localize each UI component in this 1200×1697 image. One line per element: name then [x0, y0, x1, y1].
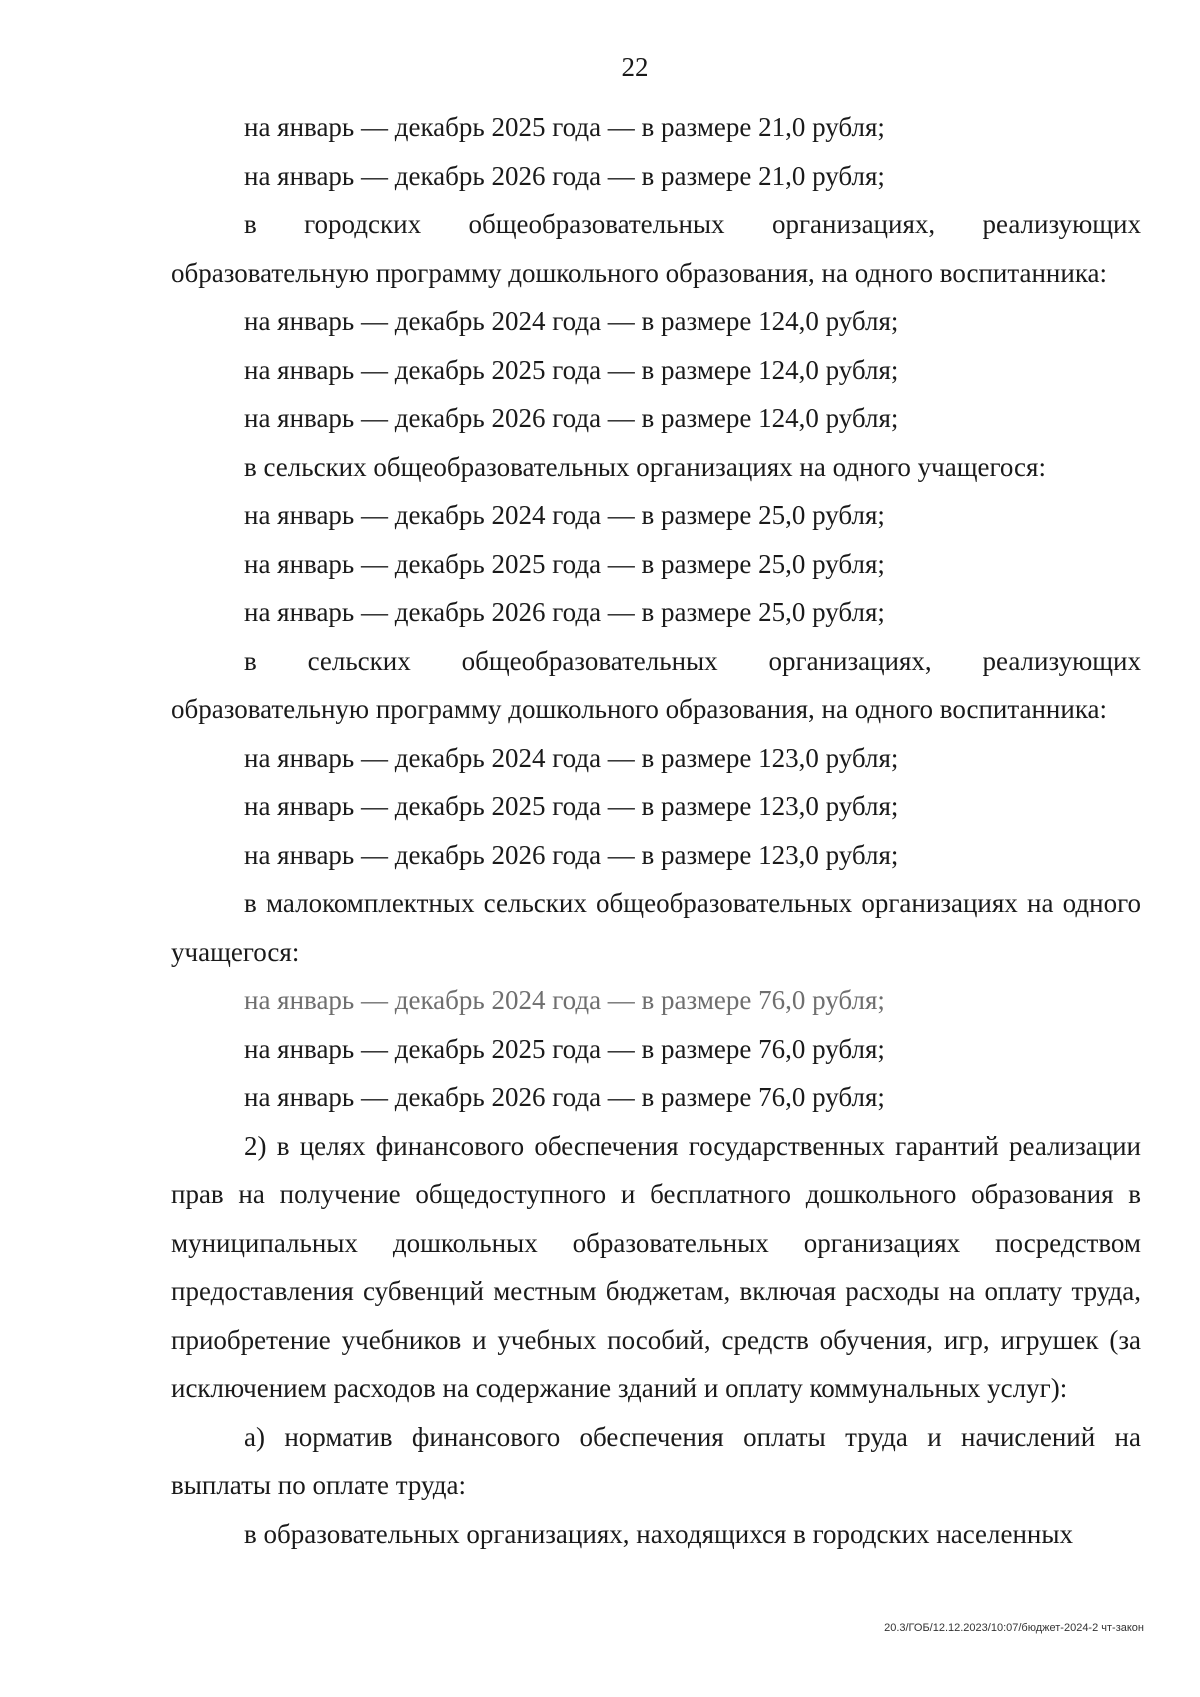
- page-number: 22: [621, 52, 649, 82]
- paragraph: а) норматив финансового обеспечения оплаты труда и начислений на выплаты по оплате труда:: [171, 1421, 1141, 1500]
- document-body: [171, 103, 1141, 1558]
- paragraph: на январь — декабрь 2024 года — в размере 123,0 рубля;: [244, 742, 899, 773]
- paragraph: на январь — декабрь 2025 года — в размере 25,0 рубля;: [244, 548, 885, 579]
- paragraph: в сельских общеобразовательных организациях, реализующих образовательную программу дошкольного образования, на одного воспитанника:: [171, 645, 1141, 724]
- paragraph: 2) в целях финансового обеспечения государственных гарантий реализации прав на получение общедоступного и бесплатного дошкольного образования в муниципальных дошкольных образовательных организациях посредством предоставления субвенций местным бюджетам, включая расходы на оплату труда, приобретение учебников и учебных пособий, средств обучения, игр, игрушек (за исключением расходов на содержание зданий и оплату коммунальных услуг):: [171, 1130, 1141, 1403]
- paragraph: в образовательных организациях, находящихся в городских населенных: [244, 1518, 1074, 1549]
- paragraph: на январь — декабрь 2026 года — в размере 21,0 рубля;: [244, 160, 885, 191]
- paragraph: на январь — декабрь 2025 года — в размере 76,0 рубля;: [244, 1033, 885, 1064]
- paragraph: на январь — декабрь 2025 года — в размере 21,0 рубля;: [244, 112, 885, 142]
- paragraph: на январь — декабрь 2025 года — в размере 123,0 рубля;: [244, 791, 899, 821]
- paragraph: на январь — декабрь 2024 года — в размере 76,0 рубля;: [244, 985, 885, 1015]
- paragraph: на январь — декабрь 2026 года — в размере 25,0 рубля;: [244, 597, 885, 627]
- paragraph: на январь — декабрь 2026 года — в размере 123,0 рубля;: [244, 839, 899, 870]
- paragraph: на январь — декабрь 2026 года — в размере 124,0 рубля;: [244, 403, 899, 433]
- paragraph: в городских общеобразовательных организациях, реализующих образовательную программу дошкольного образования, на одного воспитанника:: [171, 209, 1141, 288]
- document-footer-code: 20.3/ГОБ/12.12.2023/10:07/бюджет-2024-2 чт-закон: [884, 1622, 1144, 1634]
- paragraph: на январь — декабрь 2024 года — в размере 124,0 рубля;: [244, 306, 899, 336]
- paragraph: в сельских общеобразовательных организациях на одного учащегося:: [244, 451, 1046, 482]
- paragraph: в малокомплектных сельских общеобразовательных организациях на одного учащегося:: [171, 888, 1141, 967]
- paragraph: на январь — декабрь 2025 года — в размере 124,0 рубля;: [244, 354, 899, 385]
- paragraph: на январь — декабрь 2026 года — в размере 76,0 рубля;: [244, 1082, 885, 1112]
- paragraph: на январь — декабрь 2024 года — в размере 25,0 рубля;: [244, 500, 885, 530]
